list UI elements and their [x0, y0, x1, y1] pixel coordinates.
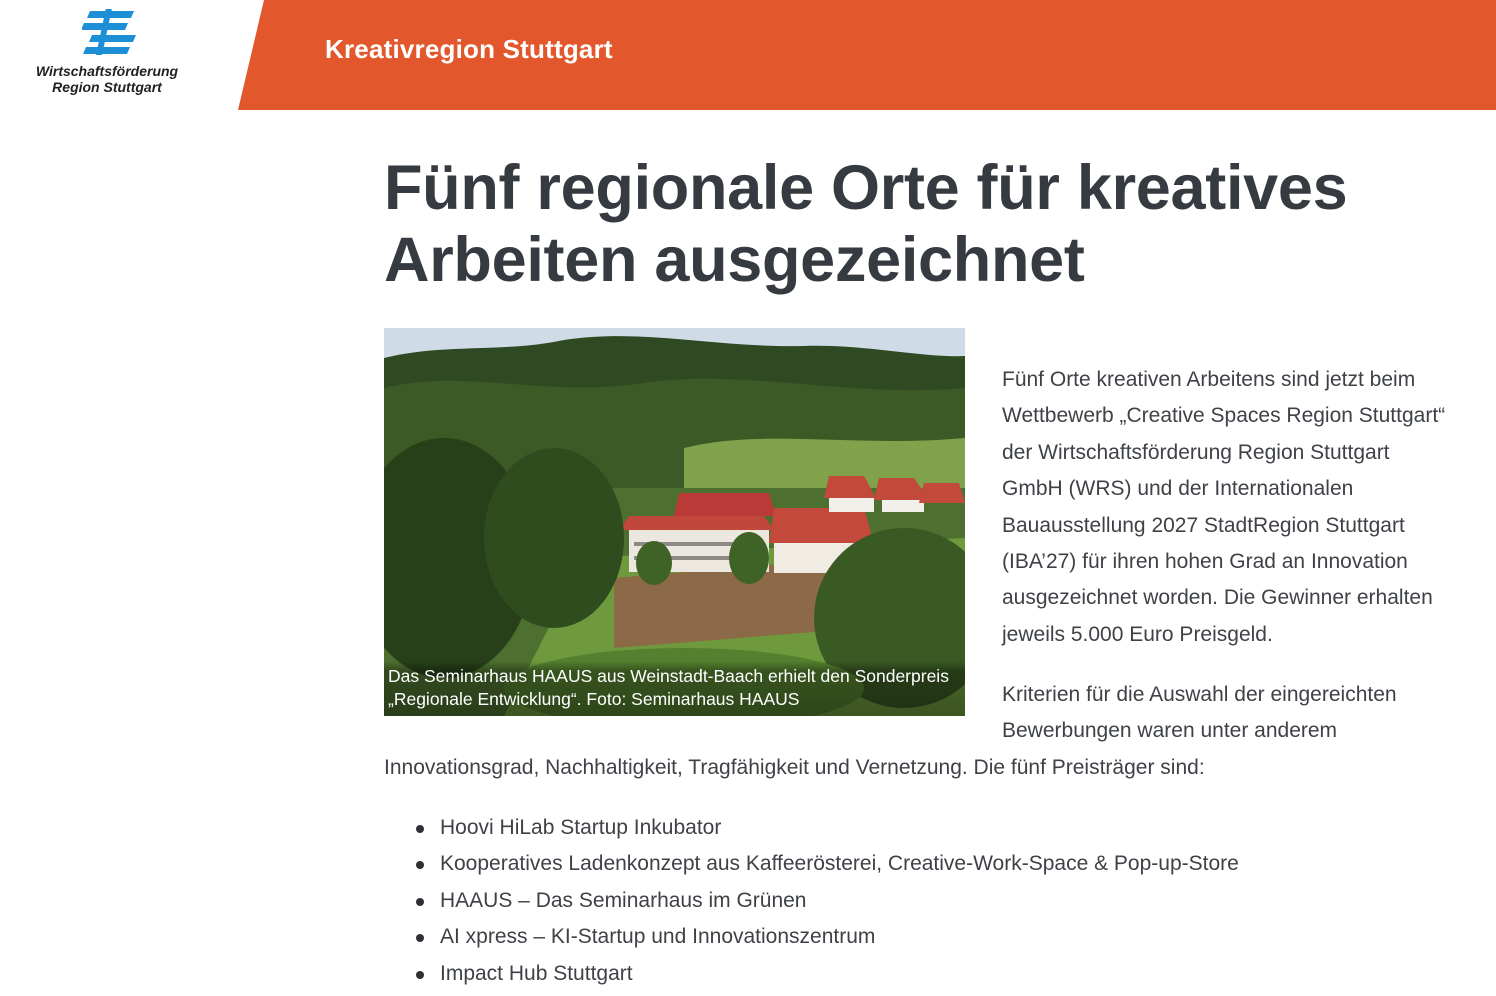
intro-line: jeweils 5.000 Euro Preisgeld. [1002, 622, 1273, 646]
logo-line-2: Region Stuttgart [52, 79, 162, 95]
left-margin [0, 110, 348, 996]
winner-label: Kooperatives Ladenkonzept aus Kaffeerösterei, Creative-Work-Space & Pop-up-Store [440, 852, 1239, 876]
intro-line: Wettbewerb „Creative Spaces Region Stuttgart“ [1002, 404, 1446, 428]
intro-line: Fünf Orte kreativen Arbeitens sind jetzt beim [1002, 368, 1416, 391]
landscape-photo [384, 328, 965, 716]
wrs-logo-icon [82, 8, 138, 60]
list-item [416, 956, 1239, 992]
intro-line: Bauausstellung 2027 StadtRegion Stuttgart [1002, 513, 1405, 537]
bullet-icon [416, 934, 424, 942]
list-item [416, 919, 1239, 955]
list-item [416, 883, 1239, 919]
intro-line: GmbH (WRS) und der Internationalen [1002, 477, 1354, 501]
page-title [384, 152, 1464, 296]
intro-line: der Wirtschaftsförderung Region Stuttgart [1002, 440, 1390, 464]
criteria-paragraph [1002, 677, 1482, 750]
intro-line: ausgezeichnet worden. Die Gewinner erhalten [1002, 586, 1433, 610]
caption-line-2: „Regionale Entwicklung“. Foto: Seminarhaus HAAUS [388, 689, 800, 709]
bullet-icon [416, 898, 424, 906]
criteria-paragraph-continued: Innovationsgrad, Nachhaltigkeit, Tragfähigkeit und Vernetzung. Die fünf Preisträger sind: [384, 756, 1205, 779]
winner-label: HAAUS – Das Seminarhaus im Grünen [440, 888, 807, 912]
list-item [416, 846, 1239, 882]
title-line-2: Arbeiten ausgezeichnet [384, 225, 1085, 295]
winner-label: Impact Hub Stuttgart [440, 961, 633, 985]
banner-title[interactable]: Kreativregion Stuttgart [325, 34, 613, 64]
bullet-icon [416, 971, 424, 979]
bullet-icon [416, 825, 424, 833]
title-line-1: Fünf regionale Orte für kreatives [384, 153, 1348, 223]
winner-label: AI xpress – KI-Startup und Innovationszentrum [440, 925, 876, 949]
winner-label: Hoovi HiLab Startup Inkubator [440, 816, 722, 839]
intro-line: (IBA’27) für ihren hohen Grad an Innovation [1002, 550, 1408, 574]
list-item [416, 810, 1239, 846]
logo-text [14, 63, 200, 95]
image-caption [384, 661, 965, 716]
logo-line-1: Wirtschaftsförderung [35, 63, 179, 79]
winners-list [416, 810, 1239, 992]
article-image [384, 328, 965, 716]
intro-paragraph [1002, 362, 1482, 653]
logo[interactable] [0, 0, 262, 110]
criteria-line: Bewerbungen waren unter anderem [1002, 719, 1338, 743]
criteria-line: Kriterien für die Auswahl der eingereichten [1002, 683, 1397, 706]
caption-line-1: Das Seminarhaus HAAUS aus Weinstadt-Baach erhielt den Sonderpreis [388, 666, 949, 686]
bullet-icon [416, 861, 424, 869]
